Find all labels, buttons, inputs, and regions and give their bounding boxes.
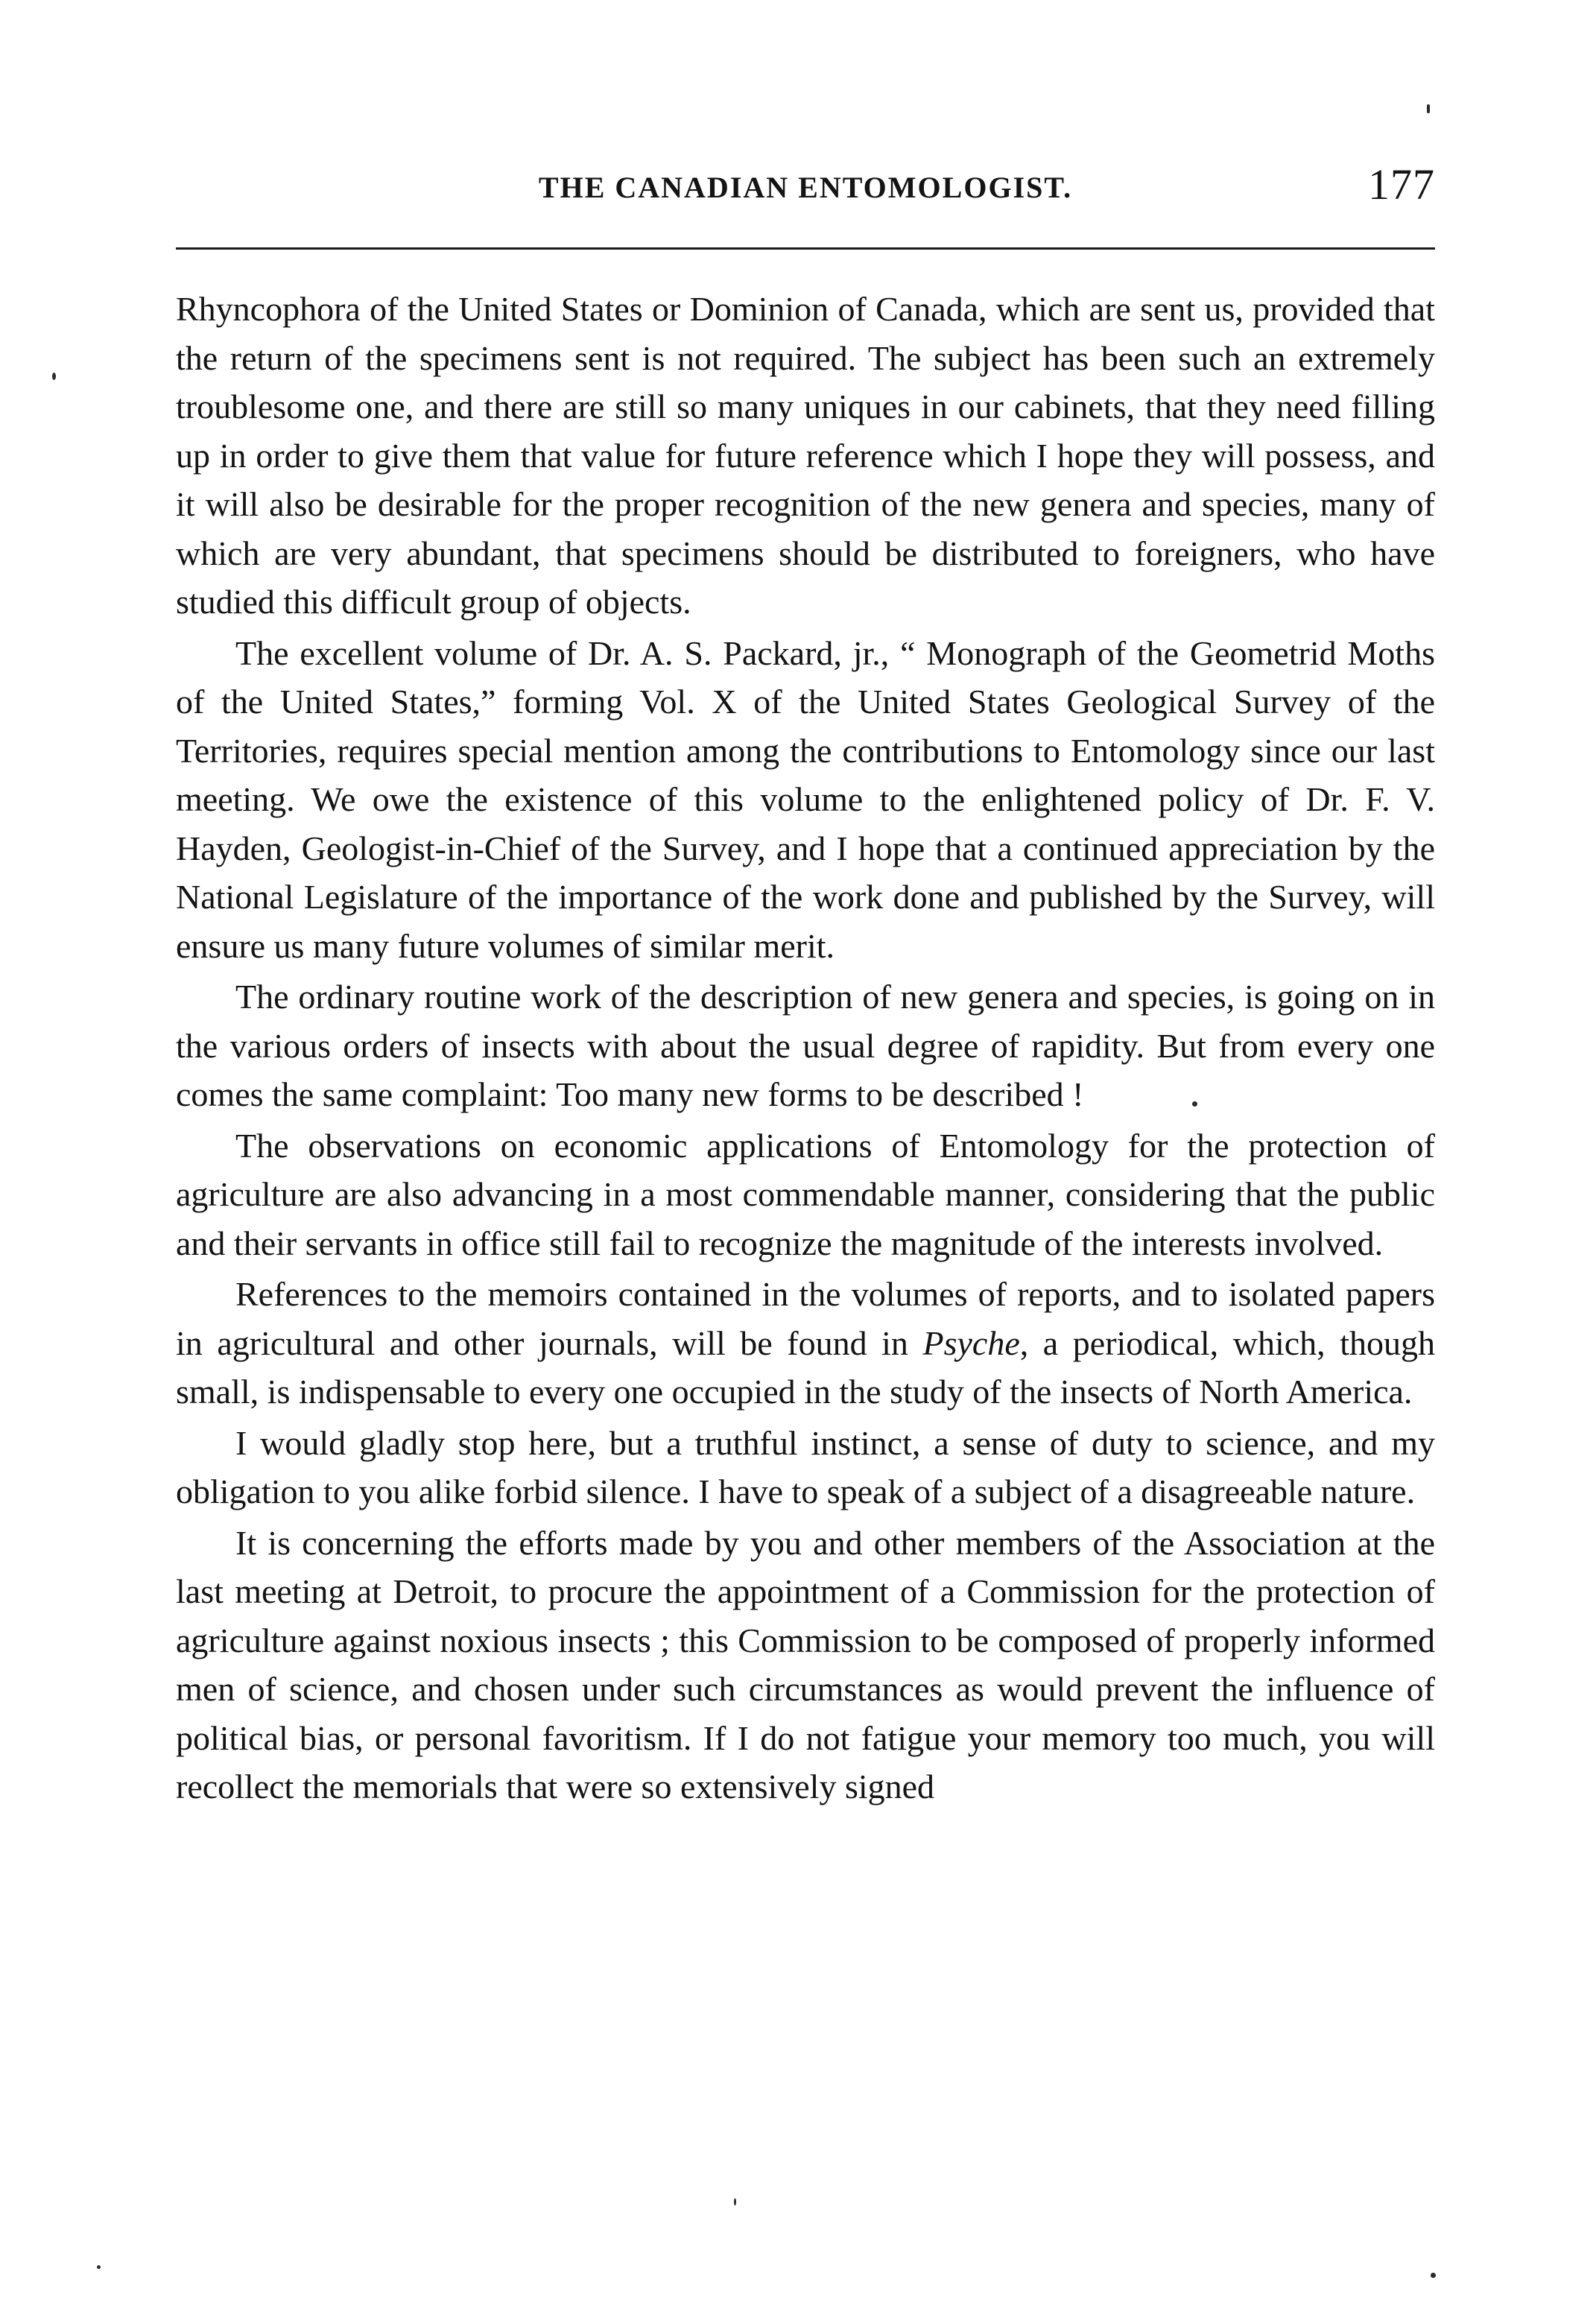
page-number: 177 <box>1368 160 1435 209</box>
scan-speck <box>52 373 56 380</box>
paragraph-3: The ordinary routine work of the description of new genera and species, is going on in the various orders of insects with about the usual degree of rapidity. But from every one comes the same complaint: Too many new forms to be described ! <box>176 978 1435 1113</box>
header-rule <box>176 247 1435 250</box>
paragraph-5-after: , a periodical, which, though small, is indispensable to every one occupied in the study of the insects of North America. <box>176 1323 1435 1411</box>
paragraph-5 <box>176 1270 1435 1417</box>
running-head <box>176 160 1435 218</box>
paragraph-2: The excellent volume of Dr. A. S. Packard, jr., “ Monograph of the Geometrid Moths of the United States,” forming Vol. X of the United States Geological Survey of the Territories, requires special mention among the contributions to Entomology since our last meeting. We owe the existence of this volume to the enlightened policy of Dr. F. V. Hayden, Geologist-in-Chief of the Survey, and I hope that a continued appreciation by the National Legislature of the importance of the work done and published by the Survey, will ensure us many future volumes of similar merit. <box>176 633 1435 965</box>
periodical-title: Psyche <box>922 1323 1020 1362</box>
body-text <box>176 285 1435 1814</box>
scan-speck <box>1431 2273 1436 2278</box>
scan-speck <box>1192 1101 1197 1107</box>
paragraph-6: I would gladly stop here, but a truthful instinct, a sense of duty to science, and my obligation to you alike forbid silence. I have to speak of a subject of a disagreeable nature. <box>176 1423 1435 1510</box>
paragraph-5-before: References to the memoirs contained in the volumes of reports, and to isolated papers in agricultural and other journals, will be found in <box>176 1275 1435 1362</box>
paragraph-4: The observations on economic applications of Entomology for the protection of agriculture are also advancing in a most commendable manner, considering that the public and their servants in office still fail to recognize the magnitude of the interests involved. <box>176 1126 1435 1262</box>
paragraph-7: It is concerning the efforts made by you and other members of the Association at the last meeting at Detroit, to procure the appointment of a Commission for the protection of agriculture against noxious insects ; this Commission to be composed of properly informed men of science, and chosen under such circumstances as would prevent the influence of political bias, or personal favoritism. If I do not fatigue your memory too much, you will recollect the memorials that were so extensively signed <box>176 1523 1435 1805</box>
journal-title: THE CANADIAN ENTOMOLOGIST. <box>538 171 1073 204</box>
scan-speck <box>97 2265 101 2269</box>
scan-speck <box>1427 104 1430 113</box>
paragraph-1: Rhyncophora of the United States or Dominion of Canada, which are sent us, provided that the return of the specimens sent is not required. The subject has been such an extremely troublesome one, and there are still so many uniques in our cabinets, that they need filling up in order to give them that value for future reference which I hope they will possess, and it will also be desirable for the proper recognition of the new genera and species, many of which are very abundant, that specimens should be distributed to foreigners, who have studied this difficult group of objects. <box>176 290 1435 621</box>
scan-speck <box>734 2198 736 2206</box>
